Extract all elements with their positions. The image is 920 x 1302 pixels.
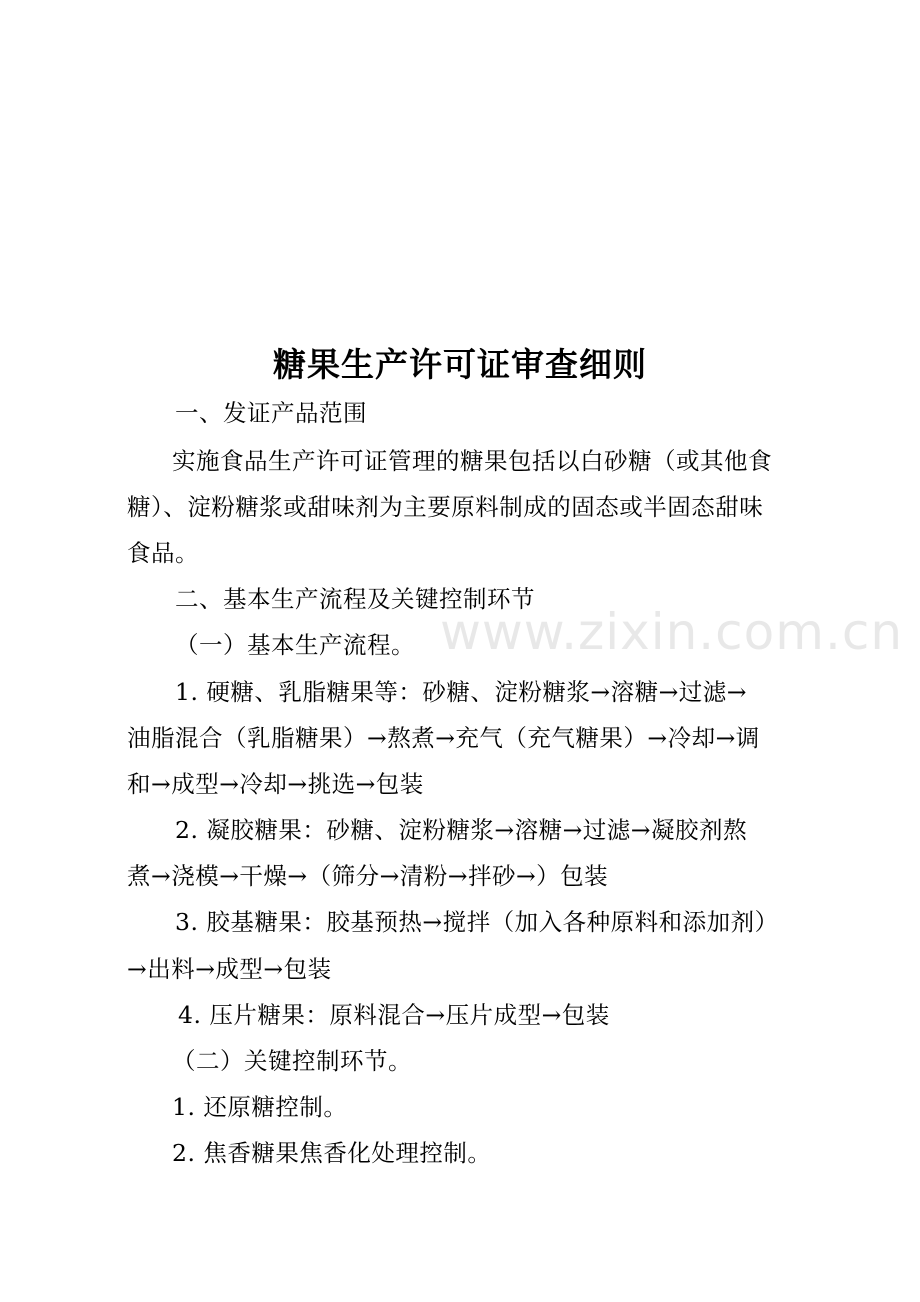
watermark: www.zixin.com.cn — [440, 603, 904, 661]
list-item-continuation: 和→成型→冷却→挑选→包装 — [127, 770, 424, 798]
list-item-continuation: →出料→成型→包装 — [127, 955, 332, 983]
list-item-gel-candy: 2. 凝胶糖果：砂糖、淀粉糖浆→溶糖→过滤→凝胶剂熬 — [175, 816, 747, 844]
list-item-continuation: 油脂混合（乳脂糖果）→熬煮→充气（充气糖果）→冷却→调 — [127, 724, 760, 752]
section-heading-scope: 一、发证产品范围 — [175, 399, 367, 427]
subsection-heading-basic-process: （一）基本生产流程。 — [175, 631, 415, 659]
paragraph-line: 食品。 — [127, 539, 199, 567]
list-item-caramel-treatment: 2. 焦香糖果焦香化处理控制。 — [172, 1139, 492, 1167]
list-item-hard-candy: 1. 硬糖、乳脂糖果等：砂糖、淀粉糖浆→溶糖→过滤→ — [175, 678, 747, 706]
paragraph-line: 糖）、淀粉糖浆或甜味剂为主要原料制成的固态或半固态甜味 — [127, 493, 764, 521]
list-item-gum-candy: 3. 胶基糖果：胶基预热→搅拌（加入各种原料和添加剂） — [175, 908, 779, 936]
paragraph-line: 实施食品生产许可证管理的糖果包括以白砂糖（或其他食 — [172, 447, 772, 475]
page-title: 糖果生产许可证审查细则 — [273, 345, 647, 384]
section-heading-process: 二、基本生产流程及关键控制环节 — [175, 585, 535, 613]
subsection-heading-key-control: （二）关键控制环节。 — [172, 1047, 412, 1075]
list-item-pressed-candy: 4. 压片糖果：原料混合→压片成型→包装 — [178, 1001, 610, 1029]
list-item-reducing-sugar: 1. 还原糖控制。 — [172, 1093, 348, 1121]
list-item-continuation: 煮→浇模→干燥→（筛分→清粉→拌砂→）包装 — [127, 862, 609, 890]
